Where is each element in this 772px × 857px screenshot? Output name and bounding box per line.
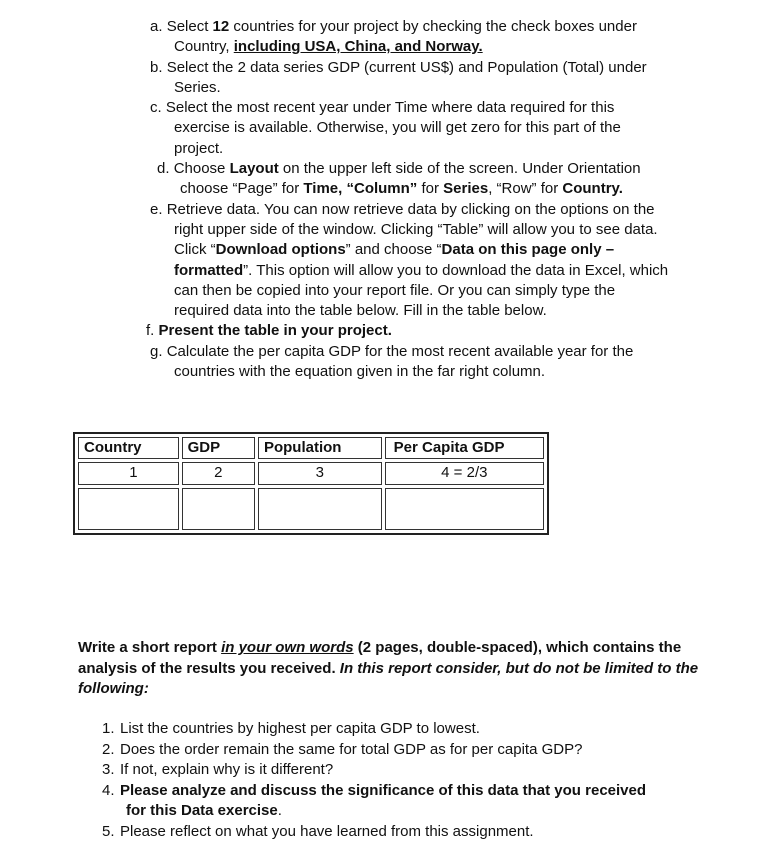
report-instructions (78, 638, 718, 700)
step-text: for (417, 180, 444, 198)
table-cell (385, 488, 544, 530)
step-text: exercise is available. Otherwise, you will get zero for this part of the (174, 119, 621, 137)
step-a (0, 17, 772, 58)
list-item (102, 760, 722, 781)
step-marker: f. (146, 322, 155, 340)
step-bold: Country. (562, 180, 623, 198)
step-marker: e. (150, 200, 163, 218)
table-cell (78, 488, 179, 530)
step-text: required data into the table below. Fill in the table below. (174, 302, 547, 320)
step-c (0, 98, 772, 159)
step-g (0, 342, 772, 383)
step-bold: Data on this page only – (441, 241, 615, 259)
list-text: If not, explain why is it different? (120, 761, 334, 778)
step-text: , “Row” for (488, 180, 563, 198)
step-text: Calculate the per capita GDP for the most recent available year for the (166, 342, 634, 360)
step-text: countries for your project by checking the check boxes under (229, 18, 637, 35)
step-text: on the upper left side of the screen. Under Orientation (278, 160, 641, 178)
table-cell: 1 (78, 462, 179, 484)
step-marker: d. (157, 160, 170, 178)
step-marker: c. (150, 99, 162, 117)
list-text: Please analyze and discuss the significance of this data that you received (120, 781, 647, 799)
step-text: Choose (173, 160, 230, 178)
step-marker: b. (150, 58, 163, 76)
list-item (102, 719, 722, 740)
step-bold: Download options (215, 241, 346, 259)
required-countries: including USA, China, and Norway. (233, 38, 483, 56)
report-text: (2 pages, double-spaced), which contains the analysis of the results you received. (78, 639, 682, 677)
step-text: ” and choose “ (345, 241, 442, 259)
table-cell (182, 488, 255, 530)
step-e (0, 200, 772, 322)
step-bold: Time, “Column” (303, 180, 418, 198)
step-text: Select (166, 18, 213, 35)
list-number: 4. (102, 781, 115, 799)
step-marker: a. (150, 18, 163, 35)
step-b (0, 58, 772, 99)
table-cell (258, 488, 382, 530)
list-number: 1. (102, 720, 115, 737)
table-cell: 3 (258, 462, 382, 484)
step-text: Click “ (174, 241, 216, 259)
step-text: Country, (174, 38, 234, 56)
report-emphasis: in your own words (221, 639, 354, 656)
table-cell: 4 = 2/3 (385, 462, 544, 484)
step-bold: 12 (212, 18, 230, 35)
table-row (78, 488, 544, 530)
step-marker: g. (150, 342, 163, 360)
report-questions (102, 719, 722, 842)
step-text: countries with the equation given in the far right column. (174, 363, 546, 381)
list-item (102, 781, 722, 822)
step-text: right upper side of the window. Clicking “Table” will allow you to see data. (174, 220, 658, 238)
step-bold: Present the table in your project. (158, 322, 392, 340)
header-population: Population (258, 437, 382, 459)
step-text: Retrieve data. You can now retrieve data by clicking on the options on the (166, 200, 655, 218)
list-number: 5. (102, 822, 115, 840)
report-text: Write a short report (78, 639, 222, 656)
header-country: Country (78, 437, 179, 459)
instruction-steps (0, 17, 772, 382)
list-text: Please reflect on what you have learned from this assignment. (120, 822, 534, 840)
step-bold: Layout (229, 160, 279, 178)
list-text: . (277, 802, 282, 819)
list-text: Does the order remain the same for total GDP as for per capita GDP? (120, 740, 583, 758)
step-text: choose “Page” for (180, 180, 304, 198)
step-text: ”. This option will allow you to download the data in Excel, which (243, 261, 669, 279)
gdp-table (73, 432, 549, 535)
list-number: 2. (102, 740, 115, 758)
list-text: for this Data exercise (126, 802, 278, 819)
step-bold: formatted (174, 261, 244, 279)
list-text: List the countries by highest per capita GDP to lowest. (120, 720, 480, 737)
step-text: can then be copied into your report file. Or you can simply type the (174, 281, 616, 299)
step-text: Series. (174, 78, 221, 96)
step-f (0, 321, 772, 341)
step-text: Select the 2 data series GDP (current US$) and Population (Total) under (166, 58, 647, 76)
step-bold: Series (443, 180, 489, 198)
step-text: Select the most recent year under Time where data required for this (165, 99, 615, 117)
table-number-row (78, 462, 544, 484)
list-item (102, 822, 722, 843)
list-item (102, 740, 722, 761)
header-per-capita-gdp: Per Capita GDP (385, 437, 544, 459)
step-text: project. (174, 139, 224, 157)
table-cell: 2 (182, 462, 255, 484)
report-italic: In this report consider, but do not be limited to the following: (78, 659, 699, 697)
header-gdp: GDP (182, 437, 255, 459)
table-header-row (78, 437, 544, 459)
step-d (0, 159, 772, 200)
list-number: 3. (102, 761, 115, 778)
